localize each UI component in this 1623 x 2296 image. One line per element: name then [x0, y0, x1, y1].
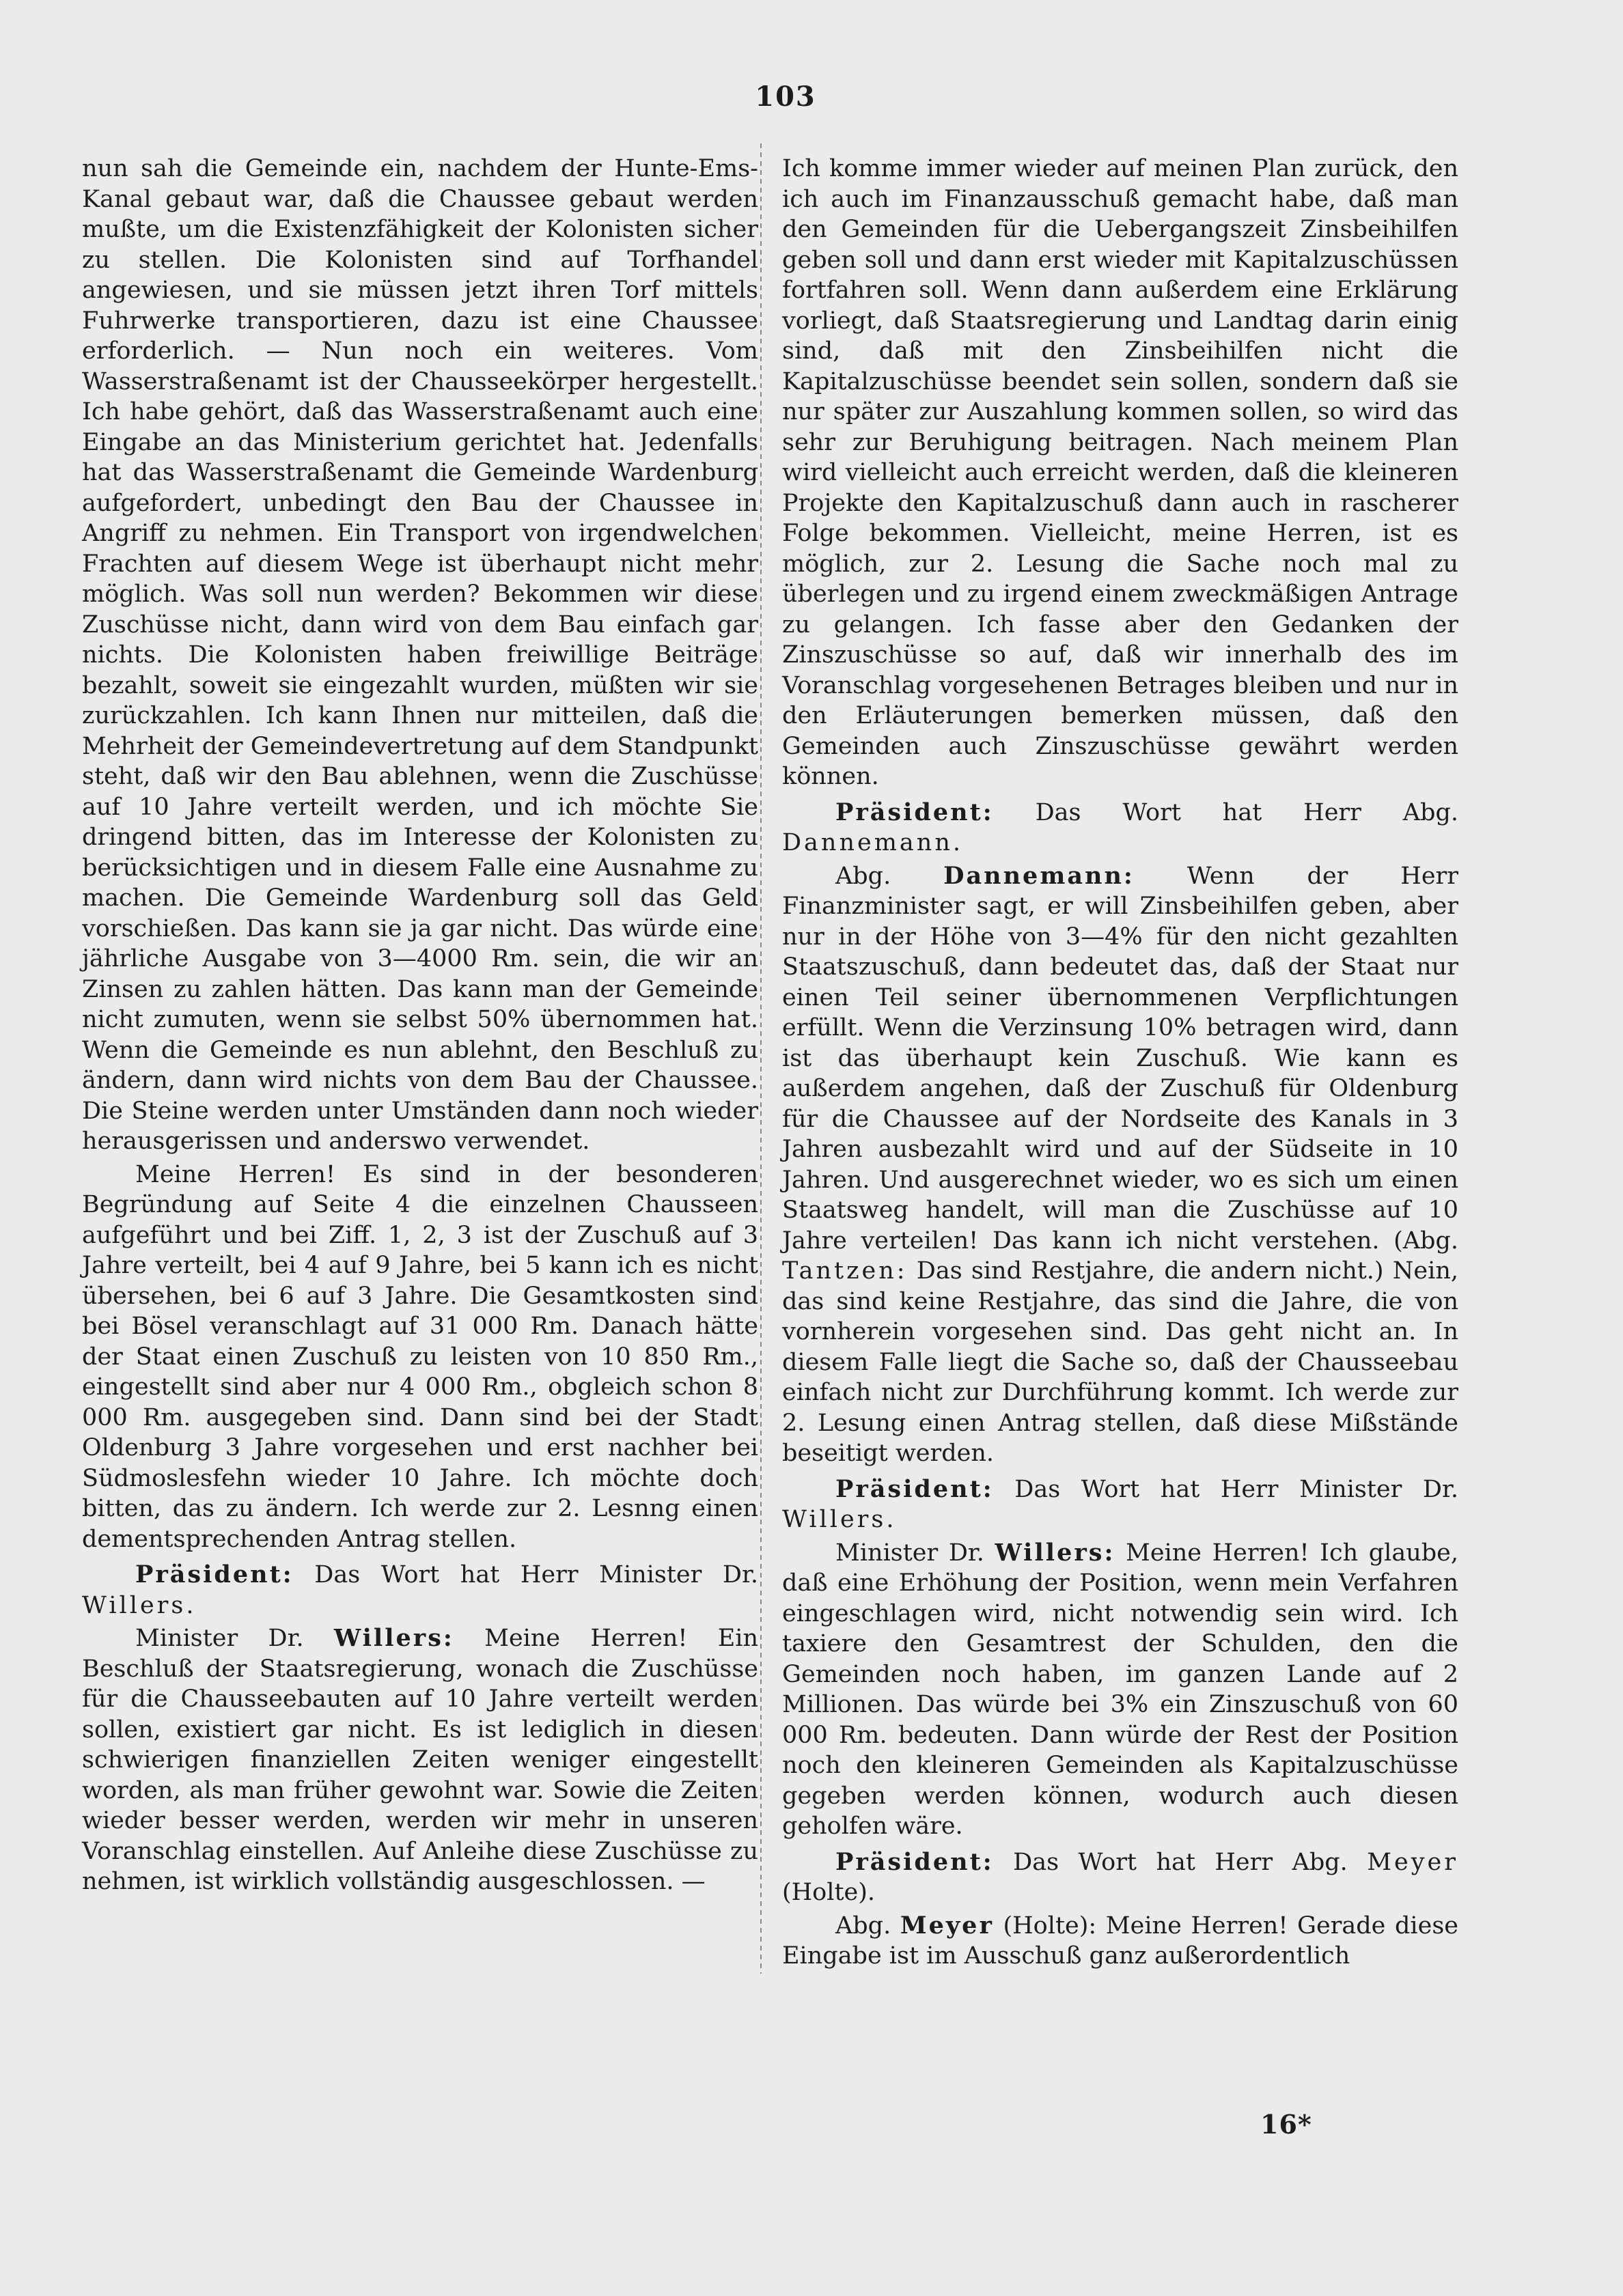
president-paragraph: [782, 1847, 1458, 1908]
speaker-title: Minister Dr.: [135, 1625, 334, 1652]
printer-signature: 16*: [1260, 2109, 1312, 2140]
speech-text: Wenn der Herr Finanzminister sagt, er will Zinsbeihilfen geben, aber nur in der Höhe von 3—4% für den nicht gezahlten Staatszuschuß, dann bedeutet das, daß der Staat nur einen Teil seiner übernommenen Verpflichtungen erfüllt. Wenn die Verzinsung 10% betragen wird, dann ist das überhaupt kein Zuschuß. Wie kann es außerdem angehen, daß der Zuschuß für Oldenburg für die Chaussee auf der Nordseite des Kanals in 3 Jahren ausbezahlt wird und auf der Südseite in 10 Jahren. Und ausgerechnet wieder, wo es sich um einen Staatsweg handelt, will man die Zuschüsse auf 10 Jahre verteilen! Das kann ich nicht verstehen. (Abg.: [782, 862, 1459, 1255]
speech-text: Das Wort hat Herr Minister Dr.: [993, 1475, 1458, 1503]
speaker-name: Willers:: [995, 1538, 1115, 1567]
speech-text: Das Wort hat Herr Minister Dr.: [293, 1561, 758, 1588]
speech-text: Das Wort hat Herr Abg.: [993, 1848, 1368, 1876]
speaker-title: Abg.: [835, 862, 944, 890]
president-paragraph: [782, 1474, 1458, 1535]
left-column: [82, 154, 758, 1897]
page-number: 103: [755, 81, 816, 113]
speech-text: Das Wort hat Herr Abg.: [993, 798, 1458, 826]
speaker-name: Präsident:: [835, 1474, 994, 1503]
speech-paragraph: [782, 861, 1458, 1469]
speaker-title: Abg.: [835, 1912, 900, 1940]
column-divider: [760, 143, 762, 1974]
person-name: Meyer: [1367, 1848, 1458, 1876]
speech-paragraph: [782, 1538, 1458, 1842]
speech-text: Meine Herren! Ein Beschluß der Staatsregierung, wonach die Zuschüsse für die Chausseebauten auf 10 Jahre verteilt werden sollen, existiert gar nicht. Es ist lediglich in diesen schwierigen finanziellen Zeiten weniger eingestellt worden, als man früher gewohnt war. Sowie die Zeiten wieder besser werden, werden wir mehr in unseren Voranschlag einstellen. Auf Anleihe diese Zuschüsse zu nehmen, ist wirklich vollständig ausgeschlossen. —: [82, 1625, 759, 1895]
right-column: [782, 154, 1458, 1972]
speech-paragraph: [782, 1911, 1458, 1972]
speaker-name: Präsident:: [835, 1847, 994, 1876]
speech-text: (Holte).: [782, 1879, 876, 1906]
president-paragraph: [782, 798, 1458, 858]
speaker-title: Minister Dr.: [835, 1539, 995, 1567]
person-name: Dannemann.: [782, 829, 963, 856]
speaker-name: Präsident:: [135, 1560, 294, 1588]
speaker-name: Willers:: [333, 1624, 454, 1652]
interjector-name: Tantzen:: [782, 1257, 908, 1285]
speech-paragraph: [82, 1623, 758, 1897]
paragraph: Ich komme immer wieder auf meinen Plan zurück, den ich auch im Finanzausschuß gemacht habe, daß man den Gemeinden für die Uebergangszeit Zinsbeihilfen geben soll und dann erst wieder mit Kapitalzuschüssen fortfahren soll. Wenn dann außerdem eine Erklärung vorliegt, daß Staatsregierung und Landtag darin einig sind, daß mit den Zinsbeihilfen nicht die Kapitalzuschüsse beendet sein sollen, sondern daß sie nur später zur Auszahlung kommen sollen, so wird das sehr zur Beruhigung beitragen. Nach meinem Plan wird vielleicht auch erreicht werden, daß die kleineren Projekte den Kapitalzuschuß dann auch in rascherer Folge bekommen. Vielleicht, meine Herren, ist es möglich, zur 2. Lesung die Sache noch mal zu überlegen und zu irgend einem zweckmäßigen Antrage zu gelangen. Ich fasse aber den Gedanken der Zinszuschüsse so auf, daß wir innerhalb des im Voranschlag vorgesehenen Betrages bleiben und nur in den Erläuterungen bemerken müssen, daß den Gemeinden auch Zinszuschüsse gewährt werden können.: [782, 155, 1458, 790]
speaker-name: Präsident:: [835, 798, 994, 826]
person-name: Willers.: [782, 1506, 897, 1533]
paragraph: Meine Herren! Es sind in der besonderen Begründung auf Seite 4 die einzelnen Chausseen aufgeführt und bei Ziff. 1, 2, 3 ist der Zuschuß auf 3 Jahre verteilt, bei 4 auf 9 Jahre, bei 5 kann ich es nicht übersehen, bei 6 auf 3 Jahre. Die Gesamtkosten sind bei Bösel veranschlagt auf 31 000 Rm. Danach hätte der Staat einen Zuschuß zu leisten von 10 850 Rm., eingestellt sind aber nur 4 000 Rm., obgleich schon 8 000 Rm. ausgegeben sind. Dann sind bei der Stadt Oldenburg 3 Jahre vorgesehen und erst nachher bei Südmoslesfehn wieder 10 Jahre. Ich möchte doch bitten, das zu ändern. Ich werde zur 2. Lesnng einen dementsprechenden Antrag stellen.: [82, 1160, 758, 1553]
speech-text: (Holte): Meine Herren! Gerade diese Eingabe ist im Ausschuß ganz außerordentlich: [782, 1912, 1458, 1970]
president-paragraph: [82, 1560, 758, 1621]
speech-text: Das sind Restjahre, die andern nicht.) Nein, das sind keine Restjahre, das sind die Jahre, die von vornherein vorgesehen sind. Das geht nicht an. In diesem Falle liegt die Sache so, daß der Chausseebau einfach nicht zur Durchführung kommt. Ich werde zur 2. Lesung einen Antrag stellen, daß diese Mißstände beseitigt werden.: [782, 1257, 1458, 1467]
speaker-name: Dannemann:: [943, 861, 1135, 890]
speaker-name: Meyer: [900, 1911, 994, 1940]
person-name: Willers.: [82, 1591, 197, 1619]
paragraph: nun sah die Gemeinde ein, nachdem der Hunte-Ems-Kanal gebaut war, daß die Chaussee gebaut werden mußte, um die Existenzfähigkeit der Kolonisten sicher zu stellen. Die Kolonisten sind auf Torfhandel angewiesen, und sie müssen jetzt ihren Torf mittels Fuhrwerke transportieren, dazu ist eine Chaussee erforderlich. — Nun noch ein weiteres. Vom Wasserstraßenamt ist der Chausseekörper hergestellt. Ich habe gehört, daß das Wasserstraßenamt auch eine Eingabe an das Ministerium gerichtet hat. Jedenfalls hat das Wasserstraßenamt die Gemeinde Wardenburg aufgefordert, unbedingt den Bau der Chaussee in Angriff zu nehmen. Ein Transport von irgendwelchen Frachten auf diesem Wege ist überhaupt nicht mehr möglich. Was soll nun werden? Bekommen wir diese Zuschüsse nicht, dann wird von dem Bau einfach gar nichts. Die Kolonisten haben freiwillige Beiträge bezahlt, soweit sie eingezahlt wurden, müßten wir sie zurückzahlen. Ich kann Ihnen nur mitteilen, daß die Mehrheit der Gemeindevertretung auf dem Standpunkt steht, daß wir den Bau ablehnen, wenn die Zuschüsse auf 10 Jahre verteilt werden, und ich möchte Sie dringend bitten, das im Interesse der Kolonisten zu berücksichtigen und in diesem Falle eine Ausnahme zu machen. Die Gemeinde Wardenburg soll das Geld vorschießen. Das kann sie ja gar nicht. Das würde eine jährliche Ausgabe von 3—4000 Rm. sein, die wir an Zinsen zu zahlen hätten. Das kann man der Gemeinde nicht zumuten, wenn sie selbst 50% übernommen hat. Wenn die Gemeinde es nun ablehnt, den Beschluß zu ändern, dann wird nichts von dem Bau der Chaussee. Die Steine werden unter Umständen dann noch wieder herausgerissen und anderswo verwendet.: [82, 155, 758, 1155]
speech-text: Meine Herren! Ich glaube, daß eine Erhöhung der Position, wenn mein Verfahren eingeschlagen wird, nicht notwendig sein wird. Ich taxiere den Gesamtrest der Schulden, den die Gemeinden noch haben, im ganzen Lande auf 2 Millionen. Das würde bei 3% ein Zinszuschuß von 60 000 Rm. bedeuten. Dann würde der Rest der Position noch den kleineren Gemeinden als Kapitalzuschüsse gegeben werden können, wodurch auch diesen geholfen wäre.: [782, 1539, 1458, 1840]
